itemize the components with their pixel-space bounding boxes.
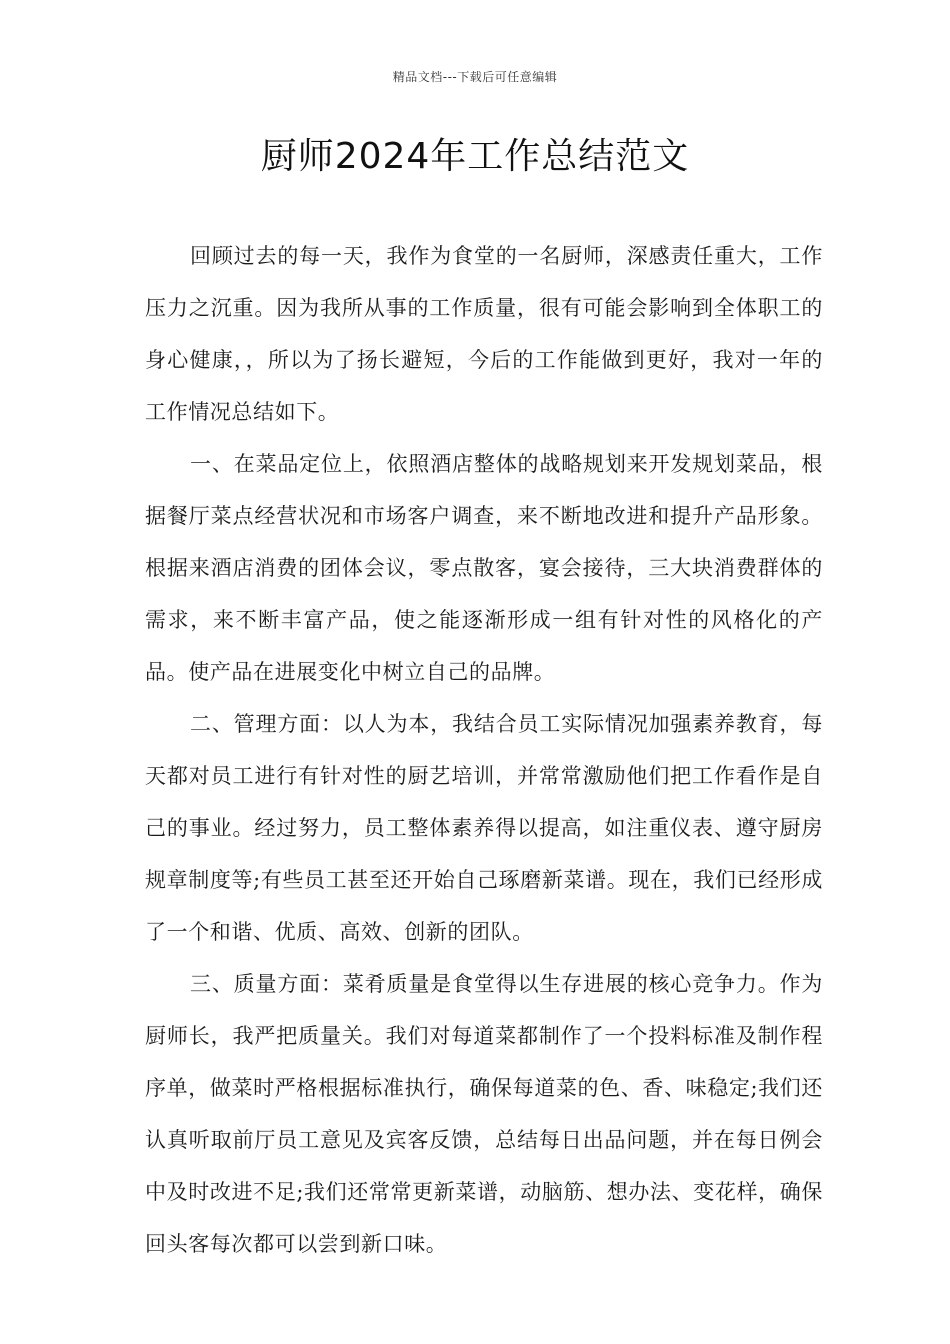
paragraph-management: 二、管理方面：以人为本，我结合员工实际情况加强素养教育，每天都对员工进行有针对性的厨艺培训，并常常激励他们把工作看作是自己的事业。经过努力，员工整体素养得以提高，如注重仪表、遵守厨房规章制度等;有些员工甚至还开始自己琢磨新菜谱。现在，我们已经形成了一个和谐、优质、高效、创新的团队。 [145,712,823,944]
paragraph-dishes: 一、在菜品定位上，依照酒店整体的战略规划来开发规划菜品，根据餐厅菜点经营状况和市场客户调查，来不断地改进和提升产品形象。根据来酒店消费的团体会议，零点散客，宴会接待，三大块消费群体的需求，来不断丰富产品，使之能逐渐形成一组有针对性的风格化的产品。使产品在进展变化中树立自己的品牌。 [145,452,823,684]
page-title: 厨师2024年工作总结范文 [260,136,690,177]
paragraph-intro: 回顾过去的每一天，我作为食堂的一名厨师，深感责任重大，工作压力之沉重。因为我所从事的工作质量，很有可能会影响到全体职工的身心健康，，所以为了扬长避短，今后的工作能做到更好，我对一年的工作情况总结如下。 [145,244,823,424]
header-note: 精品文档---下载后可任意编辑 [392,70,558,84]
document-body [145,230,823,1270]
paragraph-quality: 三、质量方面：菜肴质量是食堂得以生存进展的核心竞争力。作为厨师长，我严把质量关。我们对每道菜都制作了一个投料标准及制作程序单，做菜时严格根据标准执行，确保每道菜的色、香、味稳定;我们还认真听取前厅员工意见及宾客反馈，总结每日出品问题，并在每日例会中及时改进不足;我们还常常更新菜谱，动脑筋、想办法、变花样，确保回头客每次都可以尝到新口味。 [145,972,823,1256]
